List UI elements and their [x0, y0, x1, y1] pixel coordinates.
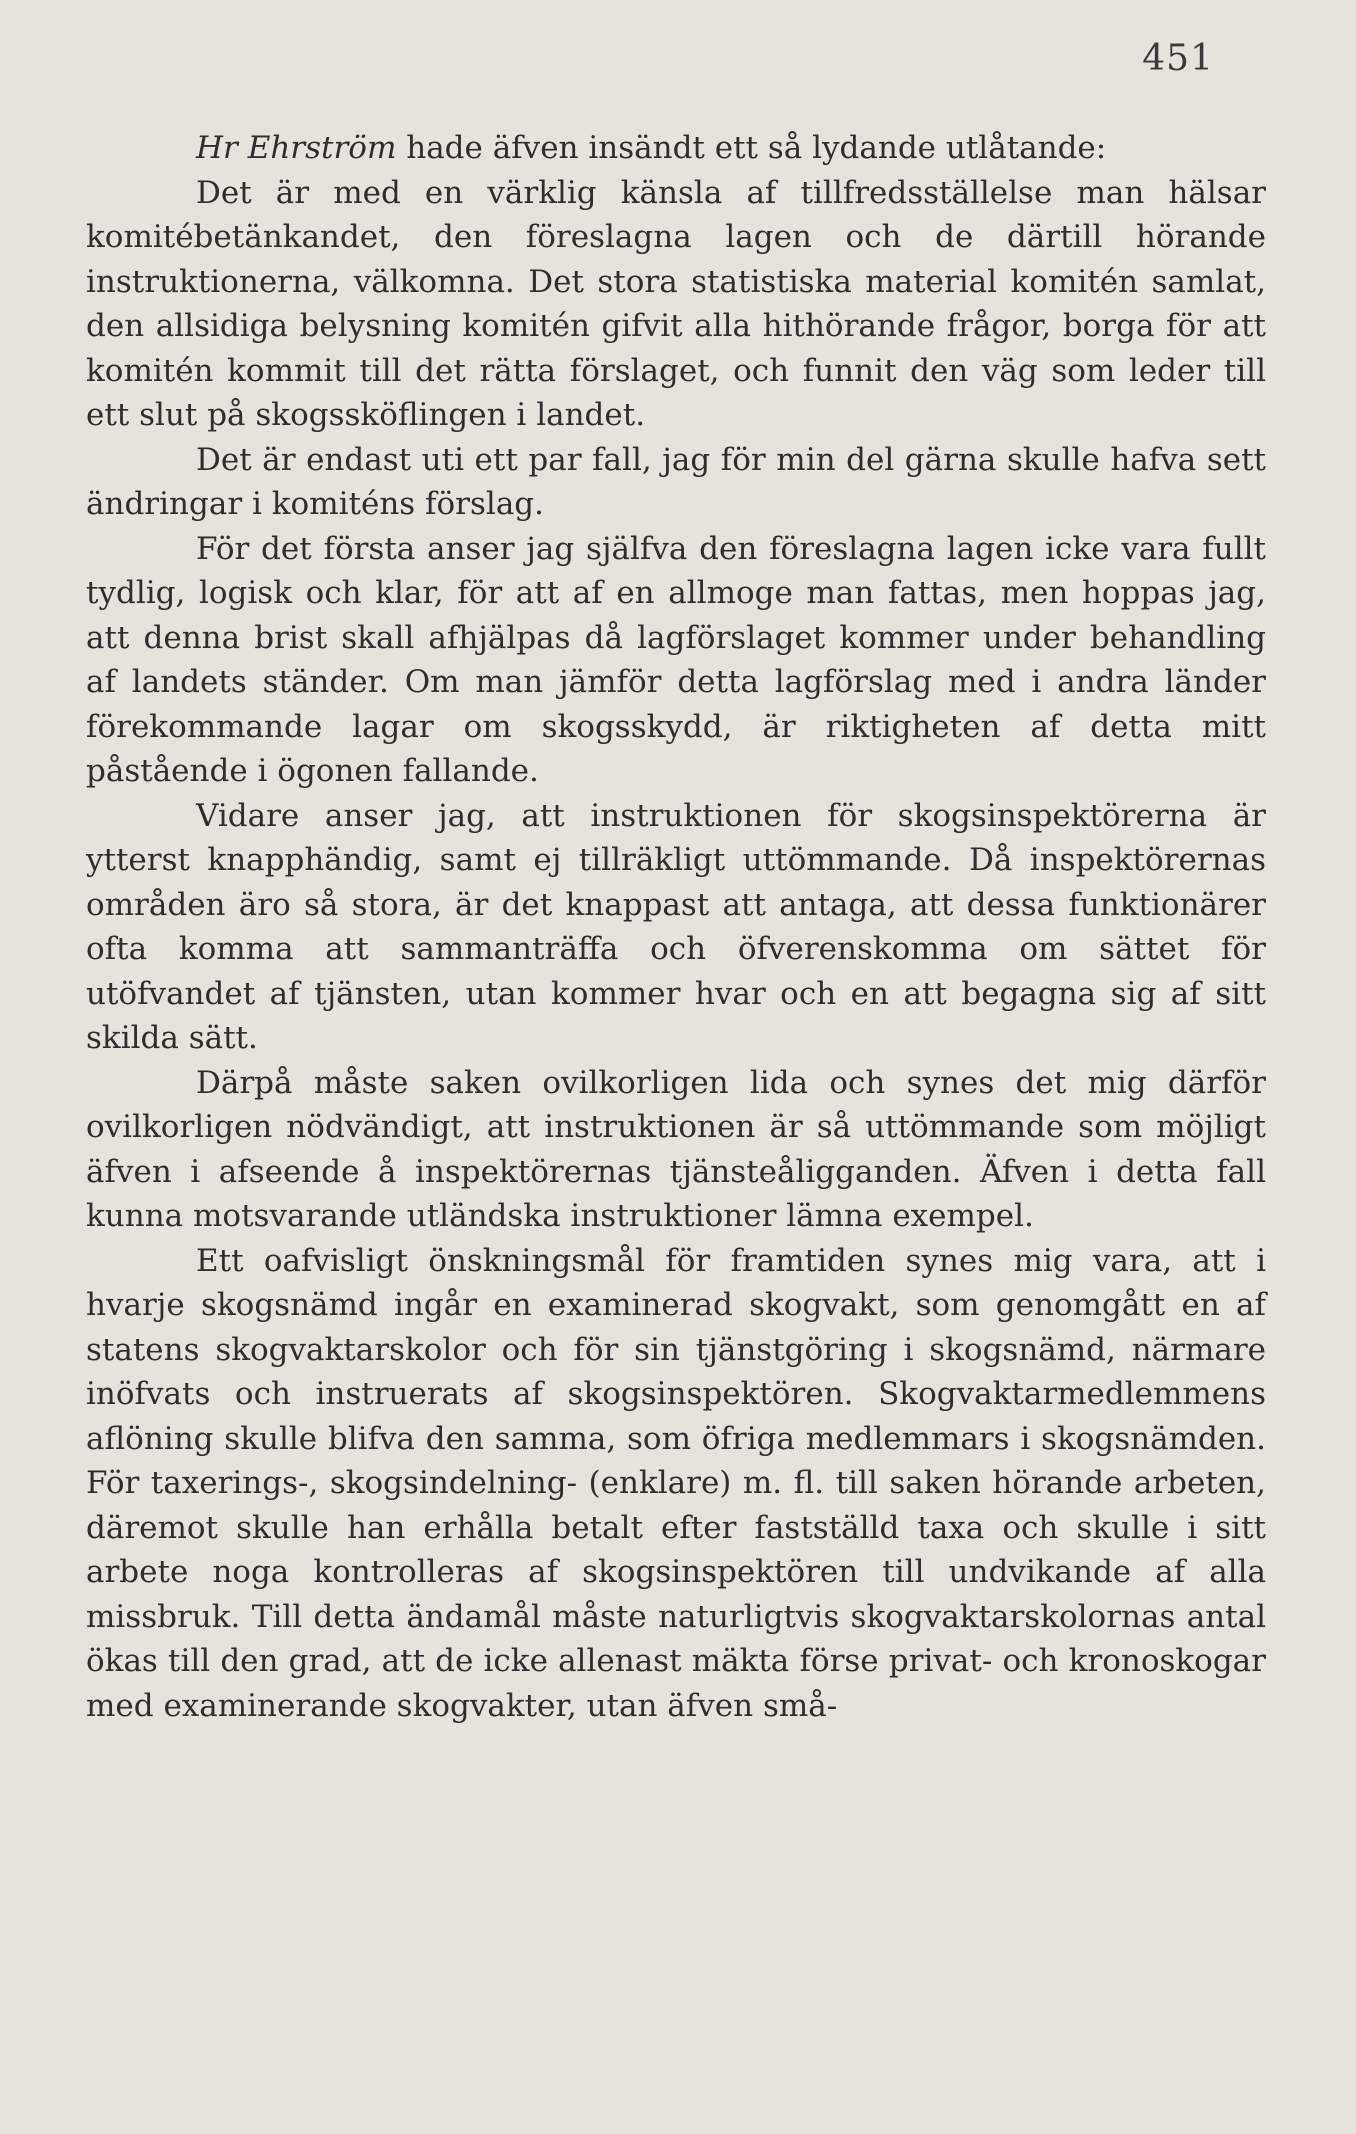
intro-paragraph: [86, 126, 1266, 171]
paragraph: Därpå måste saken ovilkorligen lida och synes det mig därför ovilkorligen nödvändigt, att instruktionen är så uttömmande som möjligt äfven i afseende å inspektörernas tjänsteåligganden. Äfven i detta fall kunna motsvarande utländska instruktioner lämna exempel.: [86, 1064, 1266, 1234]
paragraph: För det första anser jag själfva den föreslagna lagen icke vara fullt tydlig, logisk och klar, för att af en allmoge man fattas, men hoppas jag, att denna brist skall afhjälpas då lagförslaget kommer under behandling af landets ständer. Om man jämför detta lagförslag med i andra länder förekommande lagar om skogsskydd, är riktigheten af detta mitt påstående i ögonen fallande.: [86, 530, 1266, 789]
speaker-name: Hr Ehrström: [196, 130, 397, 166]
intro-text: hade äfven insändt ett så lydande utlåtande:: [396, 130, 1107, 166]
paragraph: Det är endast uti ett par fall, jag för min del gärna skulle hafva sett ändringar i komiténs förslag.: [86, 441, 1266, 522]
paragraph: Vidare anser jag, att instruktionen för skogsinspektörerna är ytterst knapphändig, samt ej tillräkligt uttömmande. Då inspektörernas områden äro så stora, är det knappast att antaga, att dessa funktionärer ofta komma att sammanträffa och öfverenskomma om sättet för utöfvandet af tjänsten, utan kommer hvar och en att begagna sig af sitt skilda sätt.: [86, 797, 1266, 1056]
paragraph: Ett oafvisligt önskningsmål för framtiden synes mig vara, att i hvarje skogsnämd ingår en examinerad skogvakt, som genomgått en af statens skogvaktarskolor och för sin tjänstgöring i skogsnämd, närmare inöfvats och instruerats af skogsinspektören. Skogvaktarmedlemmens aflöning skulle blifva den samma, som öfriga medlemmars i skogsnämden. För taxerings-, skogsindelning- (enklare) m. fl. till saken hörande arbeten, däremot skulle han erhålla betalt efter fastställd taxa och skulle i sitt arbete noga kontrolleras af skogsinspektören till undvikande af alla missbruk. Till detta ändamål måste naturligtvis skogvaktarskolornas antal ökas till den grad, att de icke allenast mäkta förse privat- och kronoskogar med examinerande skogvakter, utan äfven små-: [86, 1242, 1266, 1724]
body-text: [86, 126, 1266, 1728]
paragraph: Det är med en värklig känsla af tillfredsställelse man hälsar komitébetänkandet, den föreslagna lagen och de därtill hörande instruktionerna, välkomna. Det stora statistiska material komitén samlat, den allsidiga belysning komitén gifvit alla hithörande frågor, borga för att komitén kommit till det rätta förslaget, och funnit den väg som leder till ett slut på skogssköflingen i landet.: [86, 174, 1266, 433]
page-number: 451: [1142, 38, 1214, 79]
